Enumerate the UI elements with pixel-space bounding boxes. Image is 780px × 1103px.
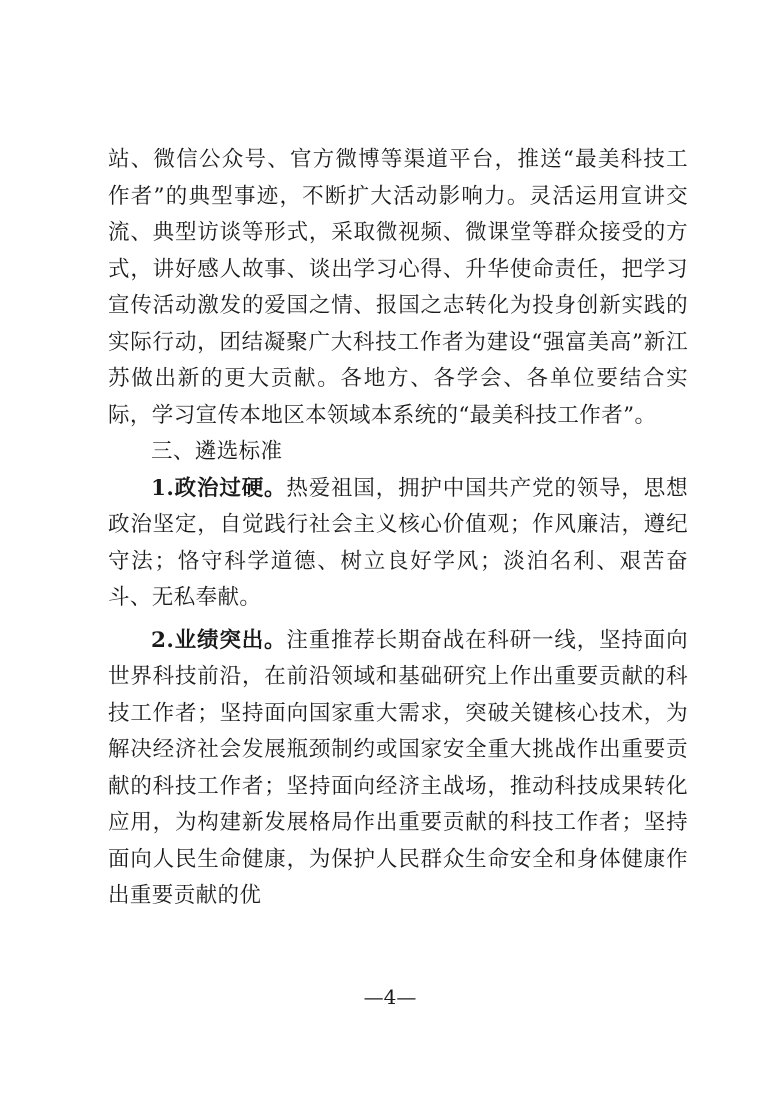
criterion-political-text: 热爱祖国，拥护中国共产党的领导，思想政治坚定，自觉践行社会主义核心价值观；作风廉洁，遵纪守法；恪守科学道德、树立良好学风；淡泊名利、艰苦奋斗、无私奉献。 [108,475,689,610]
section-heading: 三、遴选标准 [151,439,283,464]
paragraph-continuation: 站、微信公众号、官方微博等渠道平台，推送“最美科技工作者”的典型事迹，不断扩大活动影响力。灵活运用宣讲交流、典型访谈等形式，采取微视频、微课堂等群众接受的方式，讲好感人故事、谈出学习心得、升华使命责任，把学习宣传活动激发的爱国之情、报国之志转化为投身创新实践的实际行动，团结凝聚广大科技工作者为建设“强富美高”新江苏做出新的更大贡献。各地方、各学会、各单位要结合实际，学习宣传本地区本领域本系统的“最美科技工作者”。 [108,147,688,428]
document-body [108,142,688,915]
criterion-achievement-text: 注重推荐长期奋战在科研一线，坚持面向世界科技前沿，在前沿领域和基础研究上作出重要贡献的科技工作者；坚持面向国家重大需求，突破关键核心技术，为解决经济社会发展瓶颈制约或国家安全重大挑战作出重要贡献的科技工作者；坚持面向经济主战场，推动科技成果转化应用，为构建新发展格局作出重要贡献的科技工作者；坚持面向人民生命健康，为保护人民群众生命安全和身体健康作出重要贡献的优 [108,627,689,908]
page-number: —4— [363,985,417,1009]
criterion-achievement-title: 2.业绩突出。 [151,627,287,653]
criterion-achievement [108,623,688,915]
criterion-political-title: 1.政治过硬。 [151,475,287,501]
criterion-political [108,471,688,617]
